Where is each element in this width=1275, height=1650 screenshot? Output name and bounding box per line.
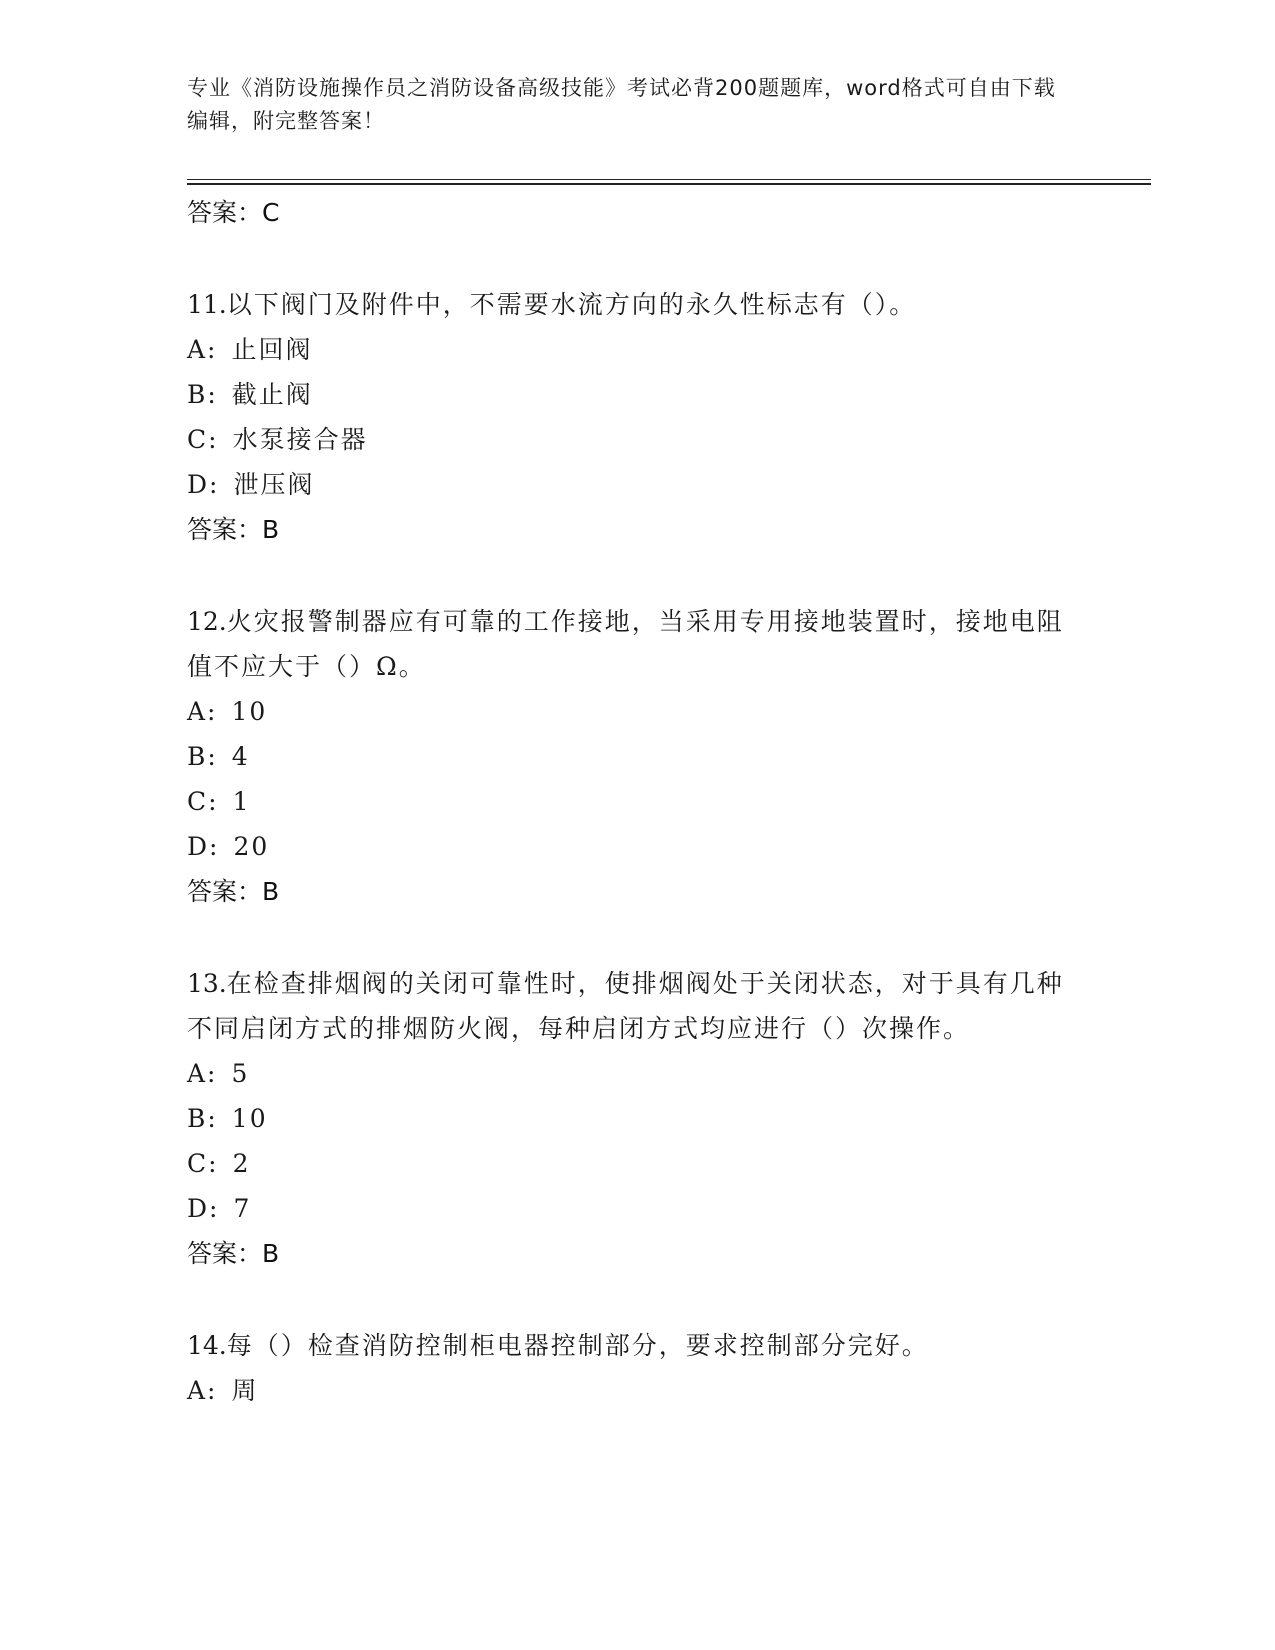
option-a	[187, 689, 1087, 734]
option-c	[187, 417, 1087, 462]
option-d	[187, 462, 1087, 507]
option-text: 20	[233, 832, 270, 861]
header-title: 专业《消防设施操作员之消防设备高级技能》考试必背200题题库，word格式可自由下载编辑，附完整答案！	[187, 76, 1056, 133]
option-key: B:	[187, 742, 218, 771]
option-key: A:	[187, 1059, 218, 1088]
question-number: 14.	[187, 1331, 227, 1360]
option-b	[187, 1096, 1087, 1141]
option-text: 5	[231, 1059, 250, 1088]
previous-answer: 答案：C	[187, 198, 280, 227]
answer-12: 答案：B	[187, 877, 280, 906]
option-key: A:	[187, 335, 218, 364]
option-b	[187, 734, 1087, 779]
option-text: 2	[232, 1149, 251, 1178]
option-a	[187, 327, 1087, 372]
option-text: 10	[231, 1104, 268, 1133]
question-stem: 在检查排烟阀的关闭可靠性时，使排烟阀处于关闭状态，对于具有几种不同启闭方式的排烟防火阀，每种启闭方式均应进行（）次操作。	[187, 969, 1064, 1043]
option-a	[187, 1051, 1087, 1096]
option-d	[187, 824, 1087, 869]
option-text: 泄压阀	[233, 470, 315, 499]
option-key: D:	[187, 470, 220, 499]
option-key: B:	[187, 1104, 218, 1133]
option-d	[187, 1186, 1087, 1231]
option-c	[187, 779, 1087, 824]
option-text: 水泵接合器	[232, 425, 368, 454]
option-key: D:	[187, 832, 220, 861]
question-stem: 火灾报警制器应有可靠的工作接地，当采用专用接地装置时，接地电阻值不应大于（）Ω。	[187, 607, 1064, 681]
option-key: A:	[187, 1376, 218, 1405]
option-text: 止回阀	[231, 335, 313, 364]
option-key: D:	[187, 1194, 220, 1223]
option-a	[187, 1368, 1087, 1413]
question-14	[187, 1323, 1087, 1368]
answer-11: 答案：B	[187, 515, 280, 544]
question-11	[187, 282, 1087, 327]
question-13	[187, 961, 1087, 1051]
option-text: 截止阀	[231, 380, 313, 409]
option-key: B:	[187, 380, 218, 409]
question-list	[187, 190, 1087, 1413]
question-stem: 每（）检查消防控制柜电器控制部分，要求控制部分完好。	[226, 1331, 929, 1360]
option-text: 7	[233, 1194, 252, 1223]
option-text: 1	[232, 787, 251, 816]
option-text: 4	[231, 742, 250, 771]
answer-13: 答案：B	[187, 1239, 280, 1268]
header-divider-thin	[187, 179, 1151, 180]
option-c	[187, 1141, 1087, 1186]
question-number: 12.	[187, 607, 227, 636]
question-stem: 以下阀门及附件中，不需要水流方向的永久性标志有（）。	[226, 290, 917, 319]
option-text: 周	[231, 1376, 259, 1405]
question-number: 11.	[187, 290, 227, 319]
document-header	[187, 72, 1067, 138]
option-text: 10	[231, 697, 268, 726]
option-key: C:	[187, 1149, 219, 1178]
question-12	[187, 599, 1087, 689]
question-number: 13.	[187, 969, 227, 998]
option-b	[187, 372, 1087, 417]
header-divider-thick	[187, 183, 1151, 185]
option-key: C:	[187, 425, 219, 454]
option-key: A:	[187, 697, 218, 726]
option-key: C:	[187, 787, 219, 816]
